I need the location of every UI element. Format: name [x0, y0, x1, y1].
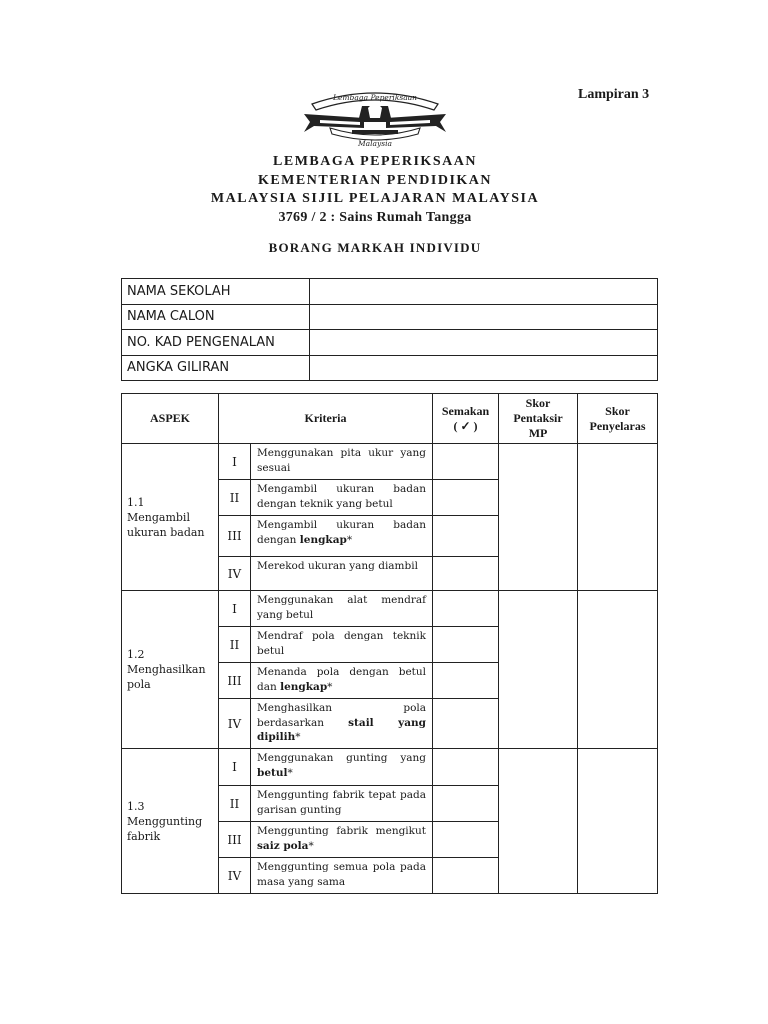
criteria-number: I [219, 749, 251, 786]
aspek-name-1: Menghasilkan [127, 663, 206, 676]
aspek-name-1: Mengambil [127, 510, 190, 524]
header-skor-mp-line-1: Skor [525, 396, 551, 410]
criteria-text-plain: Menggunakan gunting yang [257, 752, 427, 764]
criteria-text [251, 444, 433, 480]
criteria-number: I [219, 444, 251, 480]
aspek-cell [122, 444, 219, 591]
candidate-name-field[interactable] [310, 304, 658, 330]
criteria-text-asterisk: * [287, 766, 293, 779]
aspek-cell [122, 591, 219, 749]
criteria-text-body [257, 627, 426, 658]
logo-top-text: Lembaga Peperiksaan [333, 93, 417, 102]
heading-line-3: MALAYSIA SIJIL PELAJARAN MALAYSIA [210, 191, 540, 206]
ic-number-label: NO. KAD PENGENALAN [122, 330, 310, 356]
header-skor-p-line-1: Skor [605, 403, 630, 418]
criteria-text-plain: Merekod ukuran yang diambil [257, 560, 418, 572]
semakan-checkbox-cell[interactable] [433, 557, 499, 591]
criteria-number: III [219, 663, 251, 699]
semakan-checkbox-cell[interactable] [433, 699, 499, 749]
skor-pentaksir-cell[interactable] [499, 591, 578, 749]
semakan-checkbox-cell[interactable] [433, 786, 499, 822]
semakan-checkbox-cell[interactable] [433, 480, 499, 516]
criteria-text-body [257, 557, 426, 574]
header-skor-mp-line-2: Pentaksir [513, 411, 563, 425]
criteria-number: IV [219, 699, 251, 749]
criteria-text [251, 480, 433, 516]
header-aspek: ASPEK [122, 394, 219, 444]
criteria-row [122, 444, 658, 480]
criteria-text-plain: Menggunting semua pola pada masa yang sama [257, 861, 427, 888]
criteria-text [251, 822, 433, 858]
skor-penyelaras-cell[interactable] [578, 444, 658, 591]
aspek-code: 1.1 [127, 495, 145, 509]
criteria-text [251, 557, 433, 591]
criteria-text [251, 786, 433, 822]
criteria-text [251, 663, 433, 699]
index-number-field[interactable] [310, 355, 658, 381]
criteria-text-plain: Menggunting fabrik tepat pada garisan gunting [257, 789, 427, 816]
candidate-name-label: NAMA CALON [122, 304, 310, 330]
header-skor-pentaksir [499, 394, 578, 444]
criteria-text-plain: Menanda pola dengan betul dan [257, 666, 427, 693]
skor-penyelaras-cell[interactable] [578, 749, 658, 894]
semakan-checkbox-cell[interactable] [433, 663, 499, 699]
heading-subject: 3769 / 2 : Sains Rumah Tangga [278, 209, 472, 225]
form-title: BORANG MARKAH INDIVIDU [268, 240, 482, 255]
skor-penyelaras-cell[interactable] [578, 591, 658, 749]
criteria-text-emphasis: saiz pola [257, 839, 309, 852]
criteria-number: I [219, 591, 251, 627]
assessment-table [121, 393, 658, 894]
criteria-number: III [219, 822, 251, 858]
ic-number-field[interactable] [310, 330, 658, 356]
semakan-checkbox-cell[interactable] [433, 749, 499, 786]
semakan-checkbox-cell[interactable] [433, 444, 499, 480]
criteria-number: II [219, 480, 251, 516]
header-semakan-label: Semakan [441, 403, 490, 418]
criteria-row [122, 749, 658, 786]
header-skor-p-line-2: Penyelaras [589, 418, 646, 433]
aspek-name-2: fabrik [127, 829, 161, 843]
criteria-number: II [219, 786, 251, 822]
criteria-text [251, 516, 433, 557]
criteria-text-plain: Mendraf pola dengan teknik betul [257, 630, 427, 657]
aspek-name-2: ukuran badan [127, 525, 205, 539]
criteria-number: II [219, 627, 251, 663]
criteria-text-body [257, 786, 426, 817]
logo-bottom-text: Malaysia [358, 139, 392, 148]
criteria-text-plain: Mengambil ukuran badan dengan [257, 519, 427, 546]
criteria-text-emphasis: lengkap [299, 533, 347, 546]
criteria-text-body [257, 516, 426, 547]
criteria-text-asterisk: * [308, 839, 314, 852]
criteria-text-emphasis: betul [257, 766, 288, 779]
criteria-number: IV [219, 858, 251, 894]
criteria-text-body [257, 749, 426, 780]
school-name-field[interactable] [310, 279, 658, 305]
criteria-text-plain: Menggunakan pita ukur yang sesuai [257, 447, 427, 474]
criteria-text-body [257, 663, 426, 694]
criteria-text-body [257, 699, 426, 745]
criteria-text [251, 591, 433, 627]
criteria-text [251, 858, 433, 894]
criteria-text-asterisk: * [295, 731, 301, 743]
aspek-code: 1.2 [127, 648, 145, 661]
criteria-text-plain: Menggunakan alat mendraf yang betul [257, 594, 427, 621]
criteria-text-plain: Mengambil ukuran badan dengan teknik yang betul [257, 483, 427, 510]
semakan-checkbox-cell[interactable] [433, 516, 499, 557]
criteria-text [251, 749, 433, 786]
criteria-text [251, 699, 433, 749]
candidate-info-table [121, 278, 658, 381]
document-heading [120, 153, 630, 227]
criteria-text-emphasis: stail yang dipilih [257, 716, 427, 743]
criteria-text-plain: Menggunting fabrik mengikut [257, 825, 427, 837]
semakan-checkbox-cell[interactable] [433, 627, 499, 663]
criteria-row [122, 591, 658, 627]
skor-pentaksir-cell[interactable] [499, 749, 578, 894]
header-semakan [433, 394, 499, 444]
criteria-number: III [219, 516, 251, 557]
index-number-label: ANGKA GILIRAN [122, 355, 310, 381]
criteria-text-body [257, 858, 426, 889]
criteria-text-body [257, 822, 426, 853]
aspek-code: 1.3 [127, 799, 145, 813]
criteria-text-asterisk: * [346, 533, 353, 546]
header-skor-penyelaras [578, 394, 658, 444]
lampiran-label: Lampiran 3 [578, 87, 650, 102]
aspek-cell [122, 749, 219, 894]
school-name-label: NAMA SEKOLAH [122, 279, 310, 305]
aspek-name-2: pola [127, 678, 151, 691]
semakan-checkbox-cell[interactable] [433, 858, 499, 894]
semakan-checkbox-cell[interactable] [433, 822, 499, 858]
semakan-checkbox-cell[interactable] [433, 591, 499, 627]
header-kriteria: Kriteria [219, 394, 433, 444]
criteria-text-emphasis: lengkap [280, 680, 328, 693]
heading-line-2: KEMENTERIAN PENDIDIKAN [257, 172, 493, 188]
aspek-name-1: Menggunting [127, 814, 203, 828]
criteria-number: IV [219, 557, 251, 591]
criteria-text-plain: Menghasilkan pola berdasarkan [257, 702, 427, 729]
heading-line-1: LEMBAGA PEPERIKSAAN [273, 154, 477, 169]
lembaga-peperiksaan-logo [300, 84, 450, 152]
criteria-text-asterisk: * [327, 680, 333, 693]
criteria-text [251, 627, 433, 663]
criteria-text-body [257, 591, 426, 622]
criteria-text-body [257, 444, 426, 475]
header-skor-mp-line-3: MP [528, 426, 548, 440]
header-semakan-checkmark: ( ✓ ) [453, 418, 478, 433]
criteria-text-body [257, 480, 426, 511]
skor-pentaksir-cell[interactable] [499, 444, 578, 591]
